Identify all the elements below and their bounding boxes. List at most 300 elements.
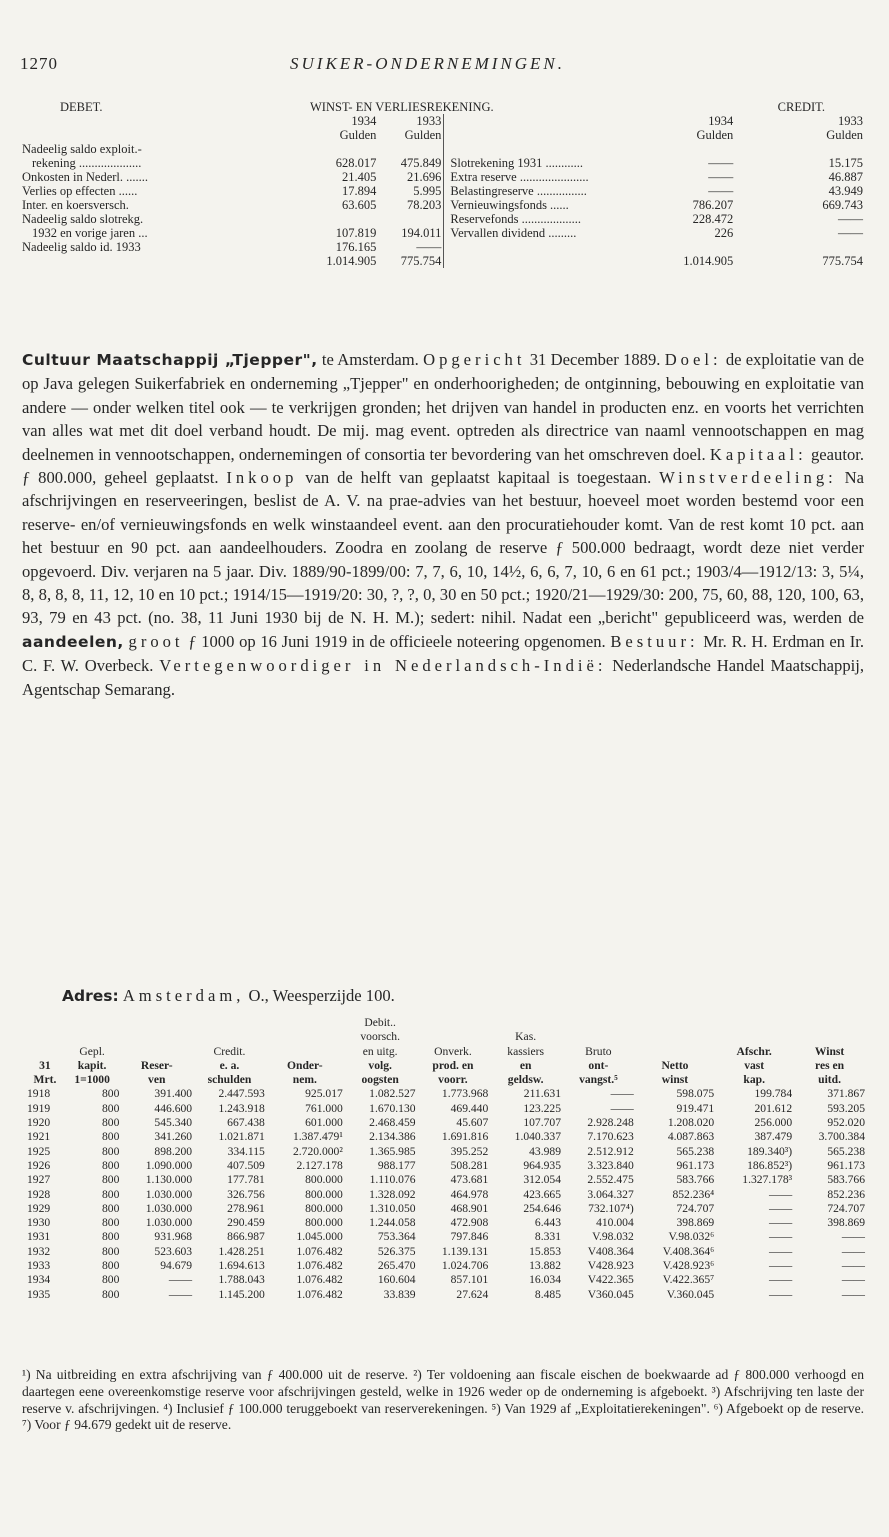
stats-header-row	[26, 1073, 866, 1087]
vertegenwoordiger-label: Vertegenwoordiger in Nederlandsch-Indië:	[159, 656, 607, 676]
profit-loss-account	[20, 100, 865, 268]
stats-value-cell: 1.076.482	[296, 1259, 343, 1273]
stats-value-cell: 45.607	[456, 1116, 489, 1130]
stats-header-cell: schulden	[207, 1073, 252, 1087]
running-title: SUIKER-ONDERNEMINGEN.	[290, 54, 566, 73]
stats-value-cell: 1.328.092	[369, 1187, 416, 1201]
ledger-row	[20, 198, 865, 212]
debet-label: DEBET.	[60, 100, 103, 114]
stats-value-cell: V.98.032⁶	[668, 1230, 715, 1244]
stats-header-cell: 1=1000	[74, 1073, 110, 1087]
stats-year-cell: 1919	[27, 1101, 51, 1115]
stats-header-cell: Mrt.	[33, 1073, 57, 1087]
stats-value-cell: 2.720.000²	[292, 1144, 343, 1158]
stats-value-cell: 1.387.479¹	[292, 1130, 343, 1144]
stats-value-cell: 15.853	[529, 1244, 562, 1258]
stats-value-cell: 761.000	[305, 1101, 343, 1115]
stats-value-cell: 16.034	[529, 1273, 562, 1287]
stats-row	[26, 1102, 866, 1116]
stats-value-cell: V360.045	[587, 1287, 634, 1301]
debit-1934-value	[300, 142, 378, 156]
stats-value-cell: 265.470	[377, 1259, 416, 1273]
stats-value-cell: 468.901	[450, 1201, 489, 1215]
adres-text: O., Weesperzijde 100.	[244, 986, 395, 1005]
stats-header-cell	[193, 1030, 266, 1044]
stats-header-cell: vangst.⁵	[579, 1073, 618, 1087]
stats-value-cell: ——	[841, 1244, 865, 1258]
stats-value-cell: ——	[841, 1259, 865, 1273]
stats-header-cell: res en	[815, 1058, 845, 1072]
stats-value-cell: 1.244.058	[369, 1216, 416, 1230]
stats-value-cell: 667.438	[227, 1116, 265, 1130]
stats-header-cell	[793, 1030, 866, 1044]
stats-value-cell: 8.331	[534, 1230, 562, 1244]
stats-value-cell: 387.479	[754, 1130, 793, 1144]
aandeelen-label: aandeelen,	[22, 632, 124, 651]
stats-value-cell: 472.908	[450, 1216, 489, 1230]
stats-value-cell: 410.004	[596, 1216, 634, 1230]
stats-value-cell: 898.200	[154, 1144, 193, 1158]
stats-value-cell: ——	[841, 1273, 865, 1287]
debit-item-label: Nadeelig saldo id. 1933	[22, 240, 141, 254]
stats-year-cell: 1928	[27, 1187, 51, 1201]
stats-value-cell: 852.236	[827, 1187, 865, 1201]
stats-value-cell: 1.082.527	[369, 1087, 416, 1101]
stats-header-cell: Netto	[661, 1058, 689, 1072]
stats-value-cell: 601.000	[305, 1116, 343, 1130]
stats-value-cell: 800.000	[305, 1187, 343, 1201]
stats-row	[26, 1173, 866, 1187]
ledger-row	[20, 240, 865, 254]
credit-item-label: Extra reserve ......................	[450, 170, 589, 184]
ledger-year-row	[20, 114, 865, 128]
stats-value-cell: V.360.045	[666, 1287, 715, 1301]
stats-value-cell: 2.127.178	[296, 1158, 343, 1172]
stats-value-cell: 598.075	[676, 1087, 715, 1101]
stats-value-cell: 583.766	[676, 1173, 715, 1187]
stats-header-cell	[635, 1030, 715, 1044]
stats-value-cell: 334.115	[227, 1144, 265, 1158]
stats-value-cell: 211.631	[523, 1087, 562, 1101]
stats-body	[26, 1087, 866, 1301]
stats-row	[26, 1230, 866, 1244]
stats-value-cell: 1.076.482	[296, 1244, 343, 1258]
stats-value-cell: 508.281	[450, 1158, 489, 1172]
stats-value-cell: 2.468.459	[369, 1116, 416, 1130]
stats-value-cell: ——	[768, 1273, 793, 1287]
stats-year-cell: 1918	[27, 1087, 51, 1101]
stats-year-cell: 1933	[27, 1259, 51, 1273]
stats-value-cell: 94.679	[160, 1259, 193, 1273]
stats-value-cell: 1.145.200	[218, 1287, 265, 1301]
stats-header-cell	[266, 1045, 344, 1059]
debit-1933-value: 194.011	[378, 226, 444, 240]
stats-value-cell: 593.205	[827, 1101, 865, 1115]
stats-value-cell: 7.170.623	[587, 1130, 634, 1144]
stats-row	[26, 1145, 866, 1159]
stats-header-row	[26, 1045, 866, 1059]
stats-value-cell: ——	[841, 1287, 865, 1301]
stats-value-cell: 177.781	[227, 1173, 265, 1187]
stats-value-cell: 395.252	[450, 1144, 489, 1158]
stats-header-cell	[120, 1016, 193, 1030]
financial-statistics-table	[26, 1016, 866, 1302]
stats-value-cell: 278.961	[227, 1201, 265, 1215]
ledger-body	[20, 100, 865, 254]
total-1934-credit: 1.014.905	[683, 254, 734, 268]
stats-value-cell: 8.485	[534, 1287, 562, 1301]
stats-header-cell: Afschr.	[736, 1044, 772, 1058]
total-1934-debit: 1.014.905	[326, 254, 377, 268]
stats-value-cell: 1.365.985	[369, 1144, 416, 1158]
stats-value-cell: 1.788.043	[218, 1273, 265, 1287]
stats-value-cell: 1.076.482	[296, 1273, 343, 1287]
stats-header-cell	[715, 1016, 793, 1030]
stats-header-cell	[64, 1016, 121, 1030]
stats-value-cell: 33.839	[383, 1287, 416, 1301]
credit-1934-value: 226	[714, 226, 734, 240]
ledger-row	[20, 184, 865, 198]
debit-1933-value: 5.995	[378, 184, 444, 198]
stats-value-cell: V.408.364⁶	[662, 1244, 715, 1258]
stats-value-cell: 3.064.327	[587, 1187, 634, 1201]
stats-year-cell: 1927	[27, 1173, 51, 1187]
stats-value-cell: 398.869	[676, 1216, 715, 1230]
stats-header-cell: Debit..	[364, 1016, 396, 1029]
debit-1934-value	[300, 212, 378, 226]
stats-header-cell: Onder-	[287, 1058, 323, 1072]
currency-label: Gulden	[696, 128, 734, 142]
groot-label: groot	[128, 631, 184, 651]
stats-header-cell	[417, 1030, 490, 1044]
stats-value-cell: 961.173	[827, 1158, 865, 1172]
stats-value-cell: ——	[768, 1244, 793, 1258]
stats-header-cell	[417, 1016, 490, 1030]
stats-year-cell: 1929	[27, 1201, 51, 1215]
address-line	[62, 986, 395, 1006]
debit-item-label: Nadeelig saldo exploit.-	[22, 142, 142, 156]
stats-header-cell: Winst	[814, 1044, 845, 1058]
stats-value-cell: 1.024.706	[441, 1259, 489, 1273]
stats-value-cell: ——	[768, 1201, 793, 1215]
stats-value-cell: 2.512.912	[587, 1144, 634, 1158]
stats-header-cell	[120, 1030, 193, 1044]
stats-value-cell: 523.603	[154, 1244, 193, 1258]
stats-value-cell: 1.208.020	[667, 1116, 715, 1130]
stats-value-cell: 800	[101, 1173, 120, 1187]
stats-value-cell: 565.238	[676, 1144, 715, 1158]
stats-header-cell: Kas.	[515, 1030, 537, 1044]
credit-1933-value	[735, 240, 865, 254]
stats-header-cell	[562, 1030, 635, 1044]
stats-value-cell: 1.670.130	[369, 1101, 416, 1115]
stats-value-cell: 371.867	[827, 1087, 865, 1101]
kapitaal-label: Kapitaal:	[709, 444, 807, 464]
stats-value-cell: 800	[101, 1130, 120, 1144]
debit-1933-value	[378, 212, 444, 226]
opgericht-text: 31 December 1889.	[525, 350, 661, 369]
stats-header-cell: en	[519, 1058, 532, 1072]
stats-value-cell: 800.000	[305, 1201, 343, 1215]
company-location: te Amsterdam.	[317, 350, 419, 369]
stats-header-cell	[193, 1016, 266, 1030]
stats-value-cell: 2.928.248	[587, 1116, 634, 1130]
stats-value-cell: ——	[168, 1287, 193, 1301]
stats-value-cell: 800	[101, 1087, 120, 1101]
stats-year-cell: 1930	[27, 1216, 51, 1230]
debit-item-label: 1932 en vorige jaren ...	[32, 226, 148, 240]
stats-header-cell: kassiers	[507, 1044, 544, 1058]
stats-value-cell: 1.090.000	[145, 1158, 193, 1172]
debit-1933-value: 21.696	[378, 170, 444, 184]
stats-header-cell: ont-	[588, 1058, 609, 1072]
debit-item-label: Inter. en koersversch.	[22, 198, 129, 212]
credit-item-label: Slotrekening 1931 ............	[450, 156, 584, 170]
stats-header-cell: kapit.	[77, 1058, 107, 1072]
stats-value-cell: 964.935	[523, 1158, 562, 1172]
stats-value-cell: 800	[101, 1230, 120, 1244]
stats-header-cell	[266, 1030, 344, 1044]
doel-text: de exploitatie van de op Java gelegen Suikerfabriek en onderneming „Tjepper" en onderhoorigheden; de ontginning, bebouwing en exploitatie van andere — onder welken titel ook — te verkrijgen gronden; het drijven van handel in producten enz. en voorts het verrichten van alles wat met dit doel verband houdt. De mij. mag event. optreden als directrice van naaml vennootschappen en mag deelnemen in vennootschappen, ondernemingen of consortia ter bevordering van het omschreven doel.	[22, 350, 864, 464]
stats-header-cell	[26, 1016, 64, 1030]
stats-value-cell: 6.443	[534, 1216, 562, 1230]
credit-item-label: Belastingreserve ................	[450, 184, 587, 198]
stats-value-cell: 583.766	[827, 1173, 865, 1187]
stats-header-cell: vast	[744, 1058, 765, 1072]
ledger-row	[20, 156, 865, 170]
stats-header-cell: geldsw.	[507, 1073, 544, 1087]
inkoop-text: van de helft van geplaatst kapitaal is toegestaan.	[297, 468, 652, 488]
credit-1933-value: 15.175	[828, 156, 863, 170]
stats-value-cell: 1.428.251	[218, 1244, 265, 1258]
adres-label: Adres:	[62, 987, 119, 1005]
credit-item-label: Vernieuwingsfonds ......	[450, 198, 569, 212]
ledger-title: WINST- EN VERLIESREKENING.	[310, 100, 494, 114]
stats-value-cell: 341.260	[154, 1130, 193, 1144]
adres-city: Amsterdam,	[122, 986, 245, 1005]
stats-header-row	[26, 1030, 866, 1044]
winstverdeeling-text: Na afschrijvingen en reserveeringen, beslist de A. V. na prae-advies van het bestuur, hoeveel moet worden bestemd voor een reserve- en/of vernieuwingsfonds en welk winstaandeel event. aan den procuratiehouder komt. Van de rest komt 10 pct. aan het bestuur en 90 pct. aan aandeelhouders. Zoodra en zoolang de reserve ƒ 500.000 bedraagt, wordt deze niet verder opgevoerd. Div. verjaren na 5 jaar. Div. 1889/90-1899/00: 7, 7, 6, 10, 14½, 6, 6, 7, 10, 6 en 61 pct.; 1903/4—1912/13: 3, 5¼, 8, 8, 8, 8, 11, 12, 10 en 10 pct.; 1914/15—1919/20: 30, ?, ?, 0, 30 en 50 pct.; 1920/21—1929/30: 200, 75, 60, 88, 120, 100, 63, 93, 79 en 43 pct. (no. 38, 11 Juni 1930 bij de N. H. M.); sedert: nihil. Nadat een „bericht" gepubliceerd was, werden de	[22, 468, 864, 628]
total-1933-credit: 775.754	[822, 254, 863, 268]
currency-label: Gulden	[826, 128, 863, 142]
credit-item-label: Reservefonds ...................	[450, 212, 581, 226]
stats-year-cell: 1926	[27, 1158, 51, 1172]
stats-header-cell	[26, 1045, 64, 1059]
stats-value-cell: 732.107⁴)	[588, 1201, 634, 1215]
stats-value-cell: 961.173	[676, 1158, 715, 1172]
stats-value-cell: 3.323.840	[587, 1158, 634, 1172]
stats-value-cell: 160.604	[377, 1273, 416, 1287]
stats-value-cell: 800	[101, 1187, 120, 1201]
debit-item-label: Onkosten in Nederl. .......	[22, 170, 149, 184]
debit-item-label: rekening ....................	[32, 156, 142, 170]
stats-value-cell: 565.238	[827, 1144, 865, 1158]
stats-header-cell	[793, 1016, 866, 1030]
ledger-row	[20, 212, 865, 226]
stats-value-cell: 473.681	[450, 1173, 489, 1187]
credit-item-label	[444, 142, 657, 156]
debit-1933-value: ——	[378, 240, 444, 254]
stats-value-cell: ——	[768, 1216, 793, 1230]
stats-value-cell: 201.612	[754, 1101, 793, 1115]
stats-year-cell: 1935	[27, 1287, 51, 1301]
stats-value-cell: 753.364	[377, 1230, 416, 1244]
company-name: Cultuur Maatschappij „Tjepper",	[22, 351, 318, 369]
stats-value-cell: 423.665	[523, 1187, 562, 1201]
stats-value-cell: 852.236⁴	[672, 1187, 715, 1201]
stats-header-cell: volg.	[368, 1058, 392, 1072]
stats-row	[26, 1245, 866, 1259]
stats-value-cell: V422.365	[587, 1273, 634, 1287]
stats-value-cell: 800	[101, 1158, 120, 1172]
stats-value-cell: 326.756	[227, 1187, 265, 1201]
stats-value-cell: 1.040.337	[514, 1130, 562, 1144]
stats-value-cell: ——	[768, 1230, 793, 1244]
stats-header-row	[26, 1059, 866, 1073]
stats-value-cell: 988.177	[377, 1158, 416, 1172]
stats-value-cell: 800	[101, 1259, 120, 1273]
ledger-row	[20, 142, 865, 156]
year-1933-credit: 1933	[838, 114, 863, 128]
stats-year-cell: 1921	[27, 1130, 51, 1144]
stats-value-cell: 800	[101, 1201, 120, 1215]
stats-value-cell: 1.773.968	[441, 1087, 489, 1101]
doel-label: Doel:	[664, 350, 722, 369]
credit-1933-value: 43.949	[828, 184, 863, 198]
stats-value-cell: 1.030.000	[145, 1187, 193, 1201]
stats-header-cell	[266, 1016, 344, 1030]
stats-value-cell: 2.552.475	[587, 1173, 634, 1187]
stats-row	[26, 1259, 866, 1273]
credit-1934-value	[657, 142, 735, 156]
stats-row	[26, 1159, 866, 1173]
stats-value-cell: 952.020	[827, 1116, 865, 1130]
stats-header-cell: kap.	[743, 1073, 765, 1087]
stats-year-cell: 1920	[27, 1116, 51, 1130]
stats-header-cell: uitd.	[818, 1073, 842, 1087]
stats-value-cell: 526.375	[377, 1244, 416, 1258]
stats-value-cell: 800	[101, 1273, 120, 1287]
stats-value-cell: 1.021.871	[218, 1130, 265, 1144]
stats-row	[26, 1087, 866, 1101]
stats-value-cell: 800	[101, 1101, 120, 1115]
stats-value-cell: 797.846	[450, 1230, 489, 1244]
footnotes: ¹) Na uitbreiding en extra afschrijving van ƒ 400.000 uit de reserve. ²) Ter voldoening aan fiscale eischen de boekwaarde ad ƒ 800.000 verhoogd en daartegen eene overeenkomstige reserve voor afschrijvingen gesteld, welke in 1926 weder op de onderneming is afgeboekt. ³) Afschrijving ten laste der reserve v. afschrijvingen. ⁴) Inclusief ƒ 100.000 teruggeboekt van reserverekeningen. ⁵) Van 1929 af „Exploitatierekeningen". ⁶) Afgeboekt op de reserve. ⁷) Voor ƒ 94.679 gedekt uit de reserve.	[22, 1367, 864, 1433]
stats-year-cell: 1925	[27, 1144, 51, 1158]
page-header	[20, 54, 869, 78]
stats-header-cell	[562, 1016, 635, 1030]
stats-header-row	[26, 1016, 866, 1030]
stats-value-cell: 1.691.816	[441, 1130, 489, 1144]
debit-1933-value	[378, 142, 444, 156]
debit-item-label: Verlies op effecten ......	[22, 184, 138, 198]
stats-value-cell: 43.989	[529, 1144, 562, 1158]
credit-1933-value: ——	[838, 226, 863, 240]
stats-value-cell: 800	[101, 1216, 120, 1230]
stats-header-cell: Gepl.	[79, 1044, 105, 1058]
stats-value-cell: 407.509	[227, 1158, 265, 1172]
stats-header-cell: Reser-	[140, 1058, 173, 1072]
stats-value-cell: 925.017	[305, 1087, 343, 1101]
stats-header-cell	[715, 1030, 793, 1044]
stats-value-cell: 1.045.000	[296, 1230, 343, 1244]
stats-value-cell: 1.030.000	[145, 1201, 193, 1215]
stats-header-cell	[26, 1030, 64, 1044]
stats-value-cell: 107.707	[523, 1116, 562, 1130]
stats-value-cell: 1.030.000	[145, 1216, 193, 1230]
stats-value-cell: 312.054	[523, 1173, 562, 1187]
stats-header-cell: voorsch.	[360, 1030, 400, 1044]
ledger-title-row	[20, 100, 865, 114]
ledger-row	[20, 170, 865, 184]
stats-value-cell: 1.139.131	[441, 1244, 489, 1258]
stats-value-cell: V.98.032	[592, 1230, 634, 1244]
stats-value-cell: ——	[768, 1287, 793, 1301]
stats-value-cell: ——	[610, 1101, 634, 1115]
stats-header	[26, 1016, 866, 1087]
stats-year-cell: 1931	[27, 1230, 51, 1244]
credit-1934-value: ——	[708, 156, 734, 170]
stats-value-cell: 800.000	[305, 1216, 343, 1230]
stats-value-cell: 1.310.050	[369, 1201, 416, 1215]
stats-value-cell: ——	[768, 1187, 793, 1201]
debit-1933-value: 475.849	[378, 156, 444, 170]
stats-header-cell: Onverk.	[434, 1044, 472, 1058]
stats-value-cell: 256.000	[754, 1116, 793, 1130]
stats-value-cell: 186.852³)	[747, 1158, 793, 1172]
debit-1934-value: 628.017	[335, 156, 377, 170]
stats-value-cell: 800	[101, 1116, 120, 1130]
ledger-row	[20, 226, 865, 240]
currency-label: Gulden	[339, 128, 377, 142]
stats-header-cell	[120, 1045, 193, 1059]
stats-value-cell: 290.459	[227, 1216, 265, 1230]
total-1933-debit: 775.754	[378, 254, 444, 268]
credit-item-label	[444, 240, 657, 254]
debit-1934-value: 176.165	[335, 240, 377, 254]
company-description	[22, 348, 864, 701]
stats-value-cell: 1.243.918	[218, 1101, 265, 1115]
stats-row	[26, 1188, 866, 1202]
stats-value-cell: 724.707	[676, 1201, 715, 1215]
stats-value-cell: 469.440	[450, 1101, 489, 1115]
kapitaal-text: geautor. ƒ 800.000, geheel geplaatst.	[22, 444, 864, 488]
credit-1934-value: ——	[708, 184, 734, 198]
stats-row	[26, 1288, 866, 1302]
stats-value-cell: 189.340³)	[747, 1144, 793, 1158]
stats-value-cell: 254.646	[523, 1201, 562, 1215]
stats-header-cell: nem.	[292, 1073, 317, 1087]
stats-header-cell	[635, 1016, 715, 1030]
stats-row	[26, 1202, 866, 1216]
stats-value-cell: 398.869	[827, 1216, 865, 1230]
stats-value-cell: 27.624	[456, 1287, 489, 1301]
stats-value-cell: 1.327.178³	[742, 1173, 793, 1187]
stats-value-cell: 1.110.076	[369, 1173, 416, 1187]
stats-value-cell: 3.700.384	[818, 1130, 865, 1144]
vertegenwoordiger-text: Nederlandsche Handel Maatschappij, Agentschap Semarang.	[22, 656, 865, 699]
stats-header-cell: e. a.	[219, 1058, 240, 1072]
stats-row	[26, 1116, 866, 1130]
credit-item-label: Vervallen dividend .........	[450, 226, 577, 240]
groot-text: ƒ 1000 op 16 Juni 1919 in de officieele noteering opgenomen.	[183, 631, 606, 651]
credit-1934-value	[657, 240, 735, 254]
stats-header-cell: Bruto	[585, 1044, 612, 1058]
inkoop-label: Inkoop	[226, 468, 298, 488]
stats-value-cell: 857.101	[450, 1273, 489, 1287]
credit-1933-value	[735, 142, 865, 156]
credit-label: CREDIT.	[777, 100, 825, 114]
